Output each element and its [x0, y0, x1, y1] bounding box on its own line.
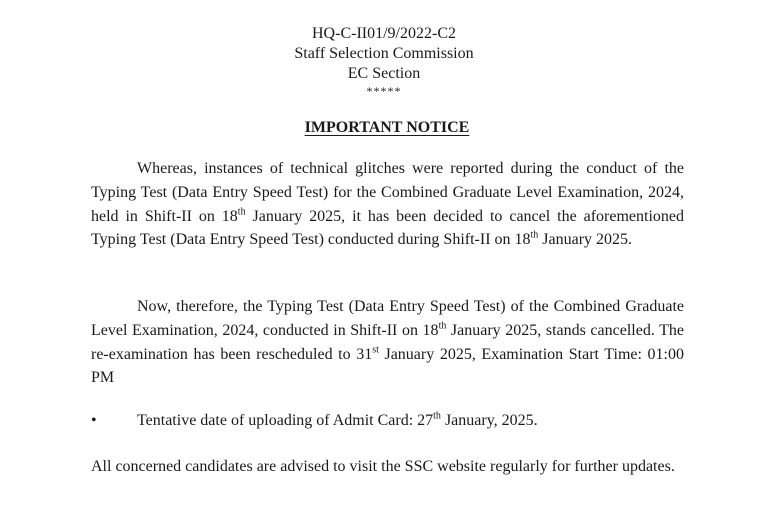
paragraph-2-sup-1: th	[438, 320, 447, 332]
bullet-text-a: Tentative date of uploading of Admit Card: 27	[137, 412, 434, 429]
paragraph-1-text-b: January 2025, it has been decided to cancel the aforementioned Typing Test (Data Entry Speed Test) conducted during Shift-II on 18	[91, 207, 685, 249]
organization-name: Staff Selection Commission	[294, 45, 474, 62]
notice-title: IMPORTANT NOTICE	[304, 119, 470, 136]
paragraph-1-sup-2: th	[530, 230, 539, 242]
section-name: EC Section	[347, 65, 421, 82]
paragraph-2-text-b: January 2025, stands cancelled. The re-examination has been rescheduled to 31	[91, 321, 684, 363]
paragraph-1-text-c: January 2025.	[538, 231, 633, 249]
paragraph-2-sup-2: st	[372, 344, 379, 356]
bullet-text-b: January, 2025.	[440, 412, 538, 429]
reference-number: HQ-C-II01/9/2022-C2	[312, 25, 456, 42]
paragraph-2	[91, 295, 684, 390]
paragraph-closing: All concerned candidates are advised to visit the SSC website regularly for further updates.	[91, 458, 675, 475]
paragraph-2-text-a: Now, therefore, the Typing Test (Data Entry Speed Test) of the Combined Graduate Level Examination, 2024, conducted in Shift-II on 18	[91, 298, 684, 339]
separator-stars: *****	[366, 84, 402, 98]
bullet-sup: th	[433, 410, 441, 422]
paragraph-1	[91, 157, 684, 252]
bullet-text	[137, 409, 538, 433]
paragraph-1-sup-1: th	[237, 206, 246, 218]
bullet-icon: •	[91, 412, 97, 429]
paragraph-2-text-c: January 2025, Examination Start Time: 01:00 PM	[91, 345, 684, 387]
paragraph-1-text-a: Whereas, instances of technical glitches were reported during the conduct of the Typing Test (Data Entry Speed Test) for the Combined Graduate Level Examination, 2024, held in Shift-II on 18	[91, 160, 684, 225]
